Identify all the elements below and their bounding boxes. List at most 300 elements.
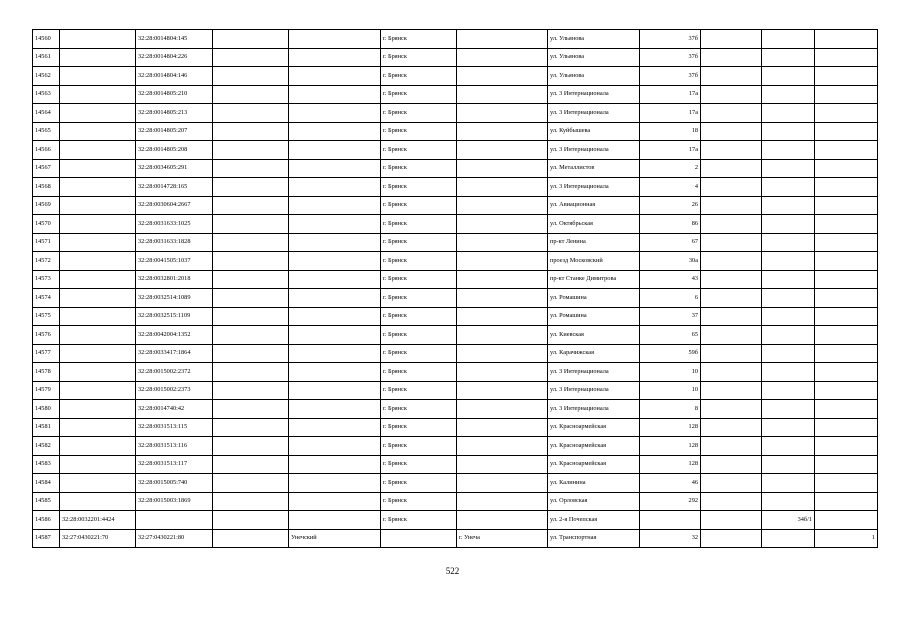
cell-house-number: 18 [640,122,701,141]
cell-parent-cadastral-number [60,178,136,197]
cell-building [762,418,815,437]
cell-building [762,492,815,511]
table-row [33,363,878,382]
table-row [33,455,878,474]
cell-parent-cadastral-number [60,492,136,511]
cell-building-blank [701,418,762,437]
cell-district-blank [213,307,289,326]
cell-district [289,178,381,197]
cell-city [381,529,457,548]
cell-district-blank [213,289,289,308]
cell-district-blank [213,381,289,400]
cell-city: г. Брянск [381,363,457,382]
cell-building-blank [701,104,762,123]
cell-cadastral-number: 32:28:0014804:146 [136,67,213,86]
cell-district [289,363,381,382]
cell-cadastral-number: 32:28:0014805:208 [136,141,213,160]
cell-city: г. Брянск [381,159,457,178]
cell-district-blank [213,233,289,252]
cell-cadastral-number: 32:27:0430221:80 [136,529,213,548]
cell-district-blank [213,30,289,49]
cell-building [762,178,815,197]
cell-town [457,326,548,345]
cell-cadastral-number: 32:28:0014805:213 [136,104,213,123]
cell-district [289,270,381,289]
cell-district [289,48,381,67]
cell-parent-cadastral-number: 32:28:0032201:4424 [60,511,136,530]
cell-row-index: 14562 [33,67,60,86]
cell-row-index: 14570 [33,215,60,234]
cell-house-number: 37б [640,30,701,49]
registry-sheet [32,29,877,548]
cell-row-index: 14567 [33,159,60,178]
table-row [33,48,878,67]
cell-house-number: 37 [640,307,701,326]
cell-district [289,344,381,363]
cell-apartment [815,215,878,234]
cell-district [289,233,381,252]
cell-city: г. Брянск [381,30,457,49]
table-row [33,233,878,252]
cell-street: ул. 3 Интернационала [548,141,640,160]
cell-building-blank [701,326,762,345]
cell-district-blank [213,178,289,197]
table-row [33,400,878,419]
cell-district [289,511,381,530]
cell-town [457,400,548,419]
table-row [33,529,878,548]
cell-house-number: 17а [640,85,701,104]
cell-district [289,418,381,437]
cell-building [762,307,815,326]
registry-table-body [33,30,878,548]
cell-city: г. Брянск [381,270,457,289]
cell-building [762,437,815,456]
cell-district [289,252,381,271]
cell-city: г. Брянск [381,492,457,511]
cell-street: проезд Московский [548,252,640,271]
table-row [33,196,878,215]
cell-town [457,344,548,363]
cell-district [289,437,381,456]
cell-cadastral-number [136,511,213,530]
cell-town [457,122,548,141]
cell-apartment [815,381,878,400]
cell-row-index: 14564 [33,104,60,123]
cell-district [289,159,381,178]
cell-apartment [815,511,878,530]
cell-cadastral-number: 32:28:0031513:115 [136,418,213,437]
table-row [33,418,878,437]
cell-city: г. Брянск [381,196,457,215]
cell-city: г. Брянск [381,344,457,363]
cell-parent-cadastral-number [60,400,136,419]
cell-row-index: 14560 [33,30,60,49]
cell-city: г. Брянск [381,437,457,456]
cell-apartment [815,492,878,511]
cell-district [289,400,381,419]
cell-cadastral-number: 32:28:0031633:1025 [136,215,213,234]
cell-street: ул. Куйбышева [548,122,640,141]
cell-building-blank [701,529,762,548]
cell-row-index: 14578 [33,363,60,382]
cell-row-index: 14568 [33,178,60,197]
cell-town [457,67,548,86]
cell-district-blank [213,418,289,437]
cell-house-number: 6 [640,289,701,308]
cell-apartment [815,455,878,474]
cell-row-index: 14561 [33,48,60,67]
cell-apartment [815,363,878,382]
cell-cadastral-number: 32:28:0032801:2018 [136,270,213,289]
cell-street: пр-кт Ленина [548,233,640,252]
cell-cadastral-number: 32:28:0032514:1089 [136,289,213,308]
cell-district-blank [213,474,289,493]
cell-parent-cadastral-number [60,474,136,493]
cell-town [457,252,548,271]
cell-town [457,196,548,215]
cell-district-blank [213,437,289,456]
cell-cadastral-number: 32:28:0015003:1869 [136,492,213,511]
cell-cadastral-number: 32:28:0031513:116 [136,437,213,456]
cell-building [762,363,815,382]
cell-row-index: 14573 [33,270,60,289]
table-row [33,307,878,326]
table-row [33,511,878,530]
cell-town [457,289,548,308]
cell-street: ул. Октябрьская [548,215,640,234]
cell-district-blank [213,85,289,104]
cell-house-number: 32 [640,529,701,548]
page-number: 522 [445,566,460,576]
cell-street: ул. Красноармейская [548,437,640,456]
cell-street: ул. 2-я Почепская [548,511,640,530]
cell-building-blank [701,511,762,530]
cell-district-blank [213,196,289,215]
cell-town [457,48,548,67]
cell-row-index: 14579 [33,381,60,400]
cell-apartment [815,400,878,419]
cell-house-number: 43 [640,270,701,289]
cell-building [762,122,815,141]
table-row [33,289,878,308]
cell-street: ул. Карачижская [548,344,640,363]
cell-district [289,326,381,345]
cell-district [289,289,381,308]
cell-street: ул. Металлистов [548,159,640,178]
cell-apartment [815,474,878,493]
cell-town [457,437,548,456]
cell-house-number: 26 [640,196,701,215]
cell-street: ул. Ульянова [548,67,640,86]
cell-house-number: 4 [640,178,701,197]
cell-district [289,455,381,474]
cell-apartment [815,159,878,178]
cell-city: г. Брянск [381,104,457,123]
cell-city: г. Брянск [381,48,457,67]
cell-building-blank [701,400,762,419]
cell-street: ул. Калинина [548,474,640,493]
cell-apartment [815,252,878,271]
cell-building-blank [701,474,762,493]
cell-district-blank [213,529,289,548]
table-row [33,122,878,141]
registry-table [32,29,878,548]
cell-city: г. Брянск [381,381,457,400]
cell-building-blank [701,270,762,289]
cell-building [762,233,815,252]
cell-building-blank [701,344,762,363]
cell-row-index: 14587 [33,529,60,548]
cell-town [457,159,548,178]
cell-cadastral-number: 32:28:0031513:117 [136,455,213,474]
cell-cadastral-number: 32:28:0041505:1037 [136,252,213,271]
cell-street: ул. 3 Интернационала [548,400,640,419]
cell-cadastral-number: 32:28:0033417:1864 [136,344,213,363]
table-row [33,215,878,234]
cell-building [762,400,815,419]
cell-house-number: 2 [640,159,701,178]
cell-town [457,178,548,197]
cell-apartment [815,289,878,308]
cell-cadastral-number: 32:28:0015002:2372 [136,363,213,382]
cell-parent-cadastral-number [60,252,136,271]
cell-apartment [815,418,878,437]
cell-town [457,381,548,400]
cell-district [289,141,381,160]
cell-street: ул. Красноармейская [548,455,640,474]
cell-parent-cadastral-number [60,344,136,363]
cell-street: ул. 3 Интернационала [548,104,640,123]
cell-town [457,270,548,289]
cell-district-blank [213,344,289,363]
cell-street: ул. 3 Интернационала [548,85,640,104]
cell-house-number: 10 [640,381,701,400]
table-row [33,381,878,400]
cell-house-number: 128 [640,418,701,437]
cell-row-index: 14581 [33,418,60,437]
cell-town [457,104,548,123]
cell-parent-cadastral-number [60,215,136,234]
table-row [33,326,878,345]
cell-street: ул. 3 Интернационала [548,363,640,382]
cell-district [289,381,381,400]
cell-apartment [815,48,878,67]
cell-house-number: 46 [640,474,701,493]
cell-street: ул. 3 Интернационала [548,178,640,197]
cell-row-index: 14572 [33,252,60,271]
cell-city: г. Брянск [381,85,457,104]
cell-district-blank [213,511,289,530]
cell-row-index: 14563 [33,85,60,104]
cell-street: ул. Ульянова [548,30,640,49]
cell-building-blank [701,67,762,86]
cell-cadastral-number: 32:28:0014728:165 [136,178,213,197]
cell-parent-cadastral-number [60,233,136,252]
cell-building-blank [701,122,762,141]
table-row [33,492,878,511]
cell-street: ул. Ромашина [548,307,640,326]
table-row [33,85,878,104]
cell-cadastral-number: 32:28:0014740:42 [136,400,213,419]
table-row [33,178,878,197]
cell-building [762,381,815,400]
cell-house-number: 292 [640,492,701,511]
table-row [33,252,878,271]
cell-district-blank [213,48,289,67]
table-row [33,141,878,160]
cell-building [762,196,815,215]
cell-city: г. Брянск [381,233,457,252]
cell-cadastral-number: 32:28:0014804:145 [136,30,213,49]
cell-town [457,363,548,382]
cell-district-blank [213,141,289,160]
cell-building-blank [701,381,762,400]
cell-row-index: 14571 [33,233,60,252]
cell-building-blank [701,196,762,215]
cell-row-index: 14583 [33,455,60,474]
cell-building-blank [701,289,762,308]
cell-apartment [815,141,878,160]
cell-district [289,67,381,86]
cell-house-number: 10 [640,363,701,382]
cell-apartment [815,437,878,456]
cell-district [289,474,381,493]
cell-cadastral-number: 32:28:0014805:207 [136,122,213,141]
cell-cadastral-number: 32:28:0031633:1828 [136,233,213,252]
cell-city: г. Брянск [381,307,457,326]
cell-street: ул. 3 Интернационала [548,381,640,400]
cell-row-index: 14577 [33,344,60,363]
cell-town [457,474,548,493]
cell-cadastral-number: 32:28:0034605:291 [136,159,213,178]
cell-building [762,30,815,49]
cell-parent-cadastral-number [60,48,136,67]
cell-city: г. Брянск [381,400,457,419]
cell-building-blank [701,159,762,178]
cell-building [762,104,815,123]
cell-district [289,492,381,511]
cell-apartment [815,196,878,215]
cell-parent-cadastral-number [60,363,136,382]
cell-apartment [815,30,878,49]
cell-town [457,215,548,234]
cell-parent-cadastral-number [60,196,136,215]
table-row [33,437,878,456]
cell-town [457,307,548,326]
cell-building [762,159,815,178]
cell-building-blank [701,48,762,67]
cell-building-blank [701,492,762,511]
cell-house-number: 59б [640,344,701,363]
cell-building-blank [701,455,762,474]
cell-house-number: 128 [640,455,701,474]
cell-building: 34б/1 [762,511,815,530]
cell-district-blank [213,270,289,289]
cell-cadastral-number: 32:28:0014804:226 [136,48,213,67]
cell-city: г. Брянск [381,511,457,530]
cell-street: ул. Транспортная [548,529,640,548]
cell-city: г. Брянск [381,289,457,308]
cell-parent-cadastral-number [60,30,136,49]
cell-district-blank [213,122,289,141]
cell-street: ул. Киевская [548,326,640,345]
cell-district [289,122,381,141]
cell-building-blank [701,307,762,326]
cell-city: г. Брянск [381,326,457,345]
cell-district-blank [213,455,289,474]
cell-building [762,48,815,67]
cell-city: г. Брянск [381,455,457,474]
cell-district [289,215,381,234]
cell-apartment [815,307,878,326]
cell-building-blank [701,30,762,49]
cell-apartment [815,344,878,363]
cell-building-blank [701,252,762,271]
cell-building [762,141,815,160]
cell-row-index: 14584 [33,474,60,493]
cell-row-index: 14569 [33,196,60,215]
cell-building-blank [701,85,762,104]
cell-district-blank [213,159,289,178]
cell-parent-cadastral-number [60,85,136,104]
cell-building [762,529,815,548]
cell-apartment [815,67,878,86]
cell-cadastral-number: 32:28:0015002:2373 [136,381,213,400]
cell-town [457,455,548,474]
cell-row-index: 14566 [33,141,60,160]
cell-cadastral-number: 32:28:0014805:210 [136,85,213,104]
cell-city: г. Брянск [381,178,457,197]
cell-apartment: 1 [815,529,878,548]
cell-town [457,233,548,252]
cell-building-blank [701,178,762,197]
cell-row-index: 14586 [33,511,60,530]
cell-parent-cadastral-number [60,122,136,141]
cell-parent-cadastral-number [60,381,136,400]
cell-row-index: 14580 [33,400,60,419]
table-row [33,474,878,493]
cell-parent-cadastral-number [60,437,136,456]
cell-district-blank [213,492,289,511]
cell-house-number [640,511,701,530]
cell-parent-cadastral-number [60,418,136,437]
cell-town [457,30,548,49]
cell-town [457,85,548,104]
cell-town [457,511,548,530]
table-row [33,344,878,363]
cell-parent-cadastral-number [60,326,136,345]
cell-district: Унечский [289,529,381,548]
cell-city: г. Брянск [381,122,457,141]
cell-building [762,85,815,104]
cell-building [762,67,815,86]
table-row [33,270,878,289]
cell-parent-cadastral-number [60,104,136,123]
cell-city: г. Брянск [381,215,457,234]
cell-parent-cadastral-number [60,159,136,178]
cell-row-index: 14585 [33,492,60,511]
cell-building [762,289,815,308]
cell-parent-cadastral-number [60,67,136,86]
cell-building [762,270,815,289]
cell-row-index: 14574 [33,289,60,308]
cell-town [457,492,548,511]
cell-row-index: 14565 [33,122,60,141]
cell-street: ул. Ромашина [548,289,640,308]
cell-city: г. Брянск [381,252,457,271]
cell-district [289,30,381,49]
